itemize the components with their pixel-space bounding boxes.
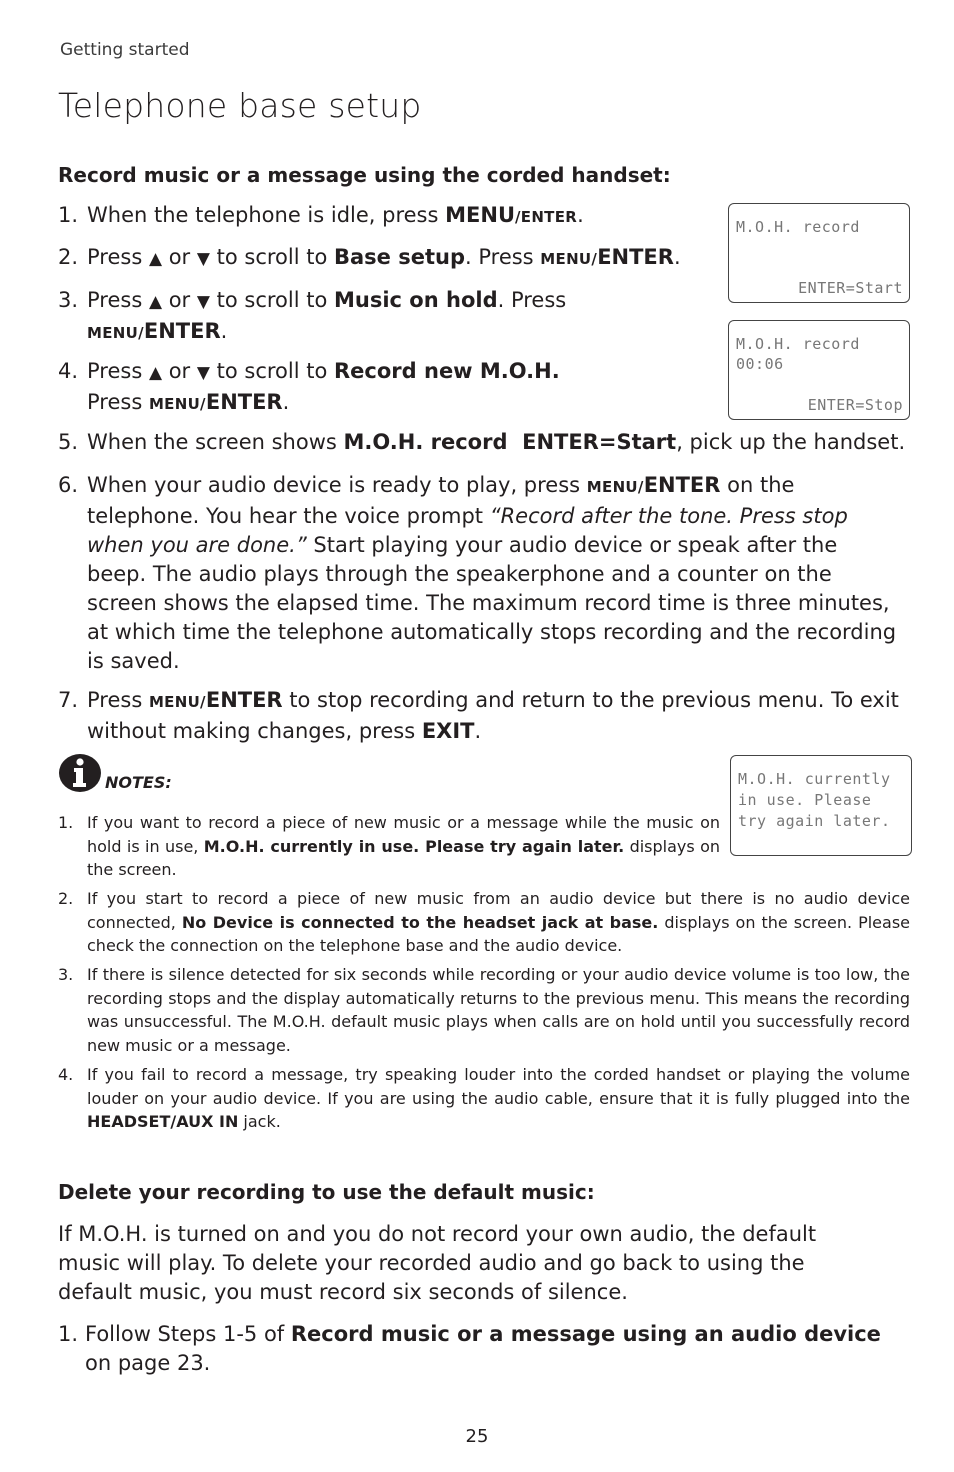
up-arrow-icon: ▲	[148, 363, 163, 383]
step-text: on the telephone. You hear the voice prompt	[87, 473, 795, 528]
step-5	[58, 428, 918, 457]
step-1	[58, 201, 738, 232]
note-3	[58, 963, 910, 1057]
step-text: to scroll to	[209, 245, 334, 269]
step-number: 1.	[58, 1322, 79, 1346]
step-text: to scroll to	[209, 359, 334, 383]
step-number: 3.	[58, 288, 79, 312]
step-text: , pick up the handset.	[676, 430, 906, 454]
key-exit: EXIT	[421, 719, 475, 743]
step-7	[58, 686, 908, 746]
key-menu: MENU/	[540, 250, 598, 268]
key-enter: /ENTER	[515, 208, 578, 226]
delete-step-1	[58, 1320, 898, 1378]
note-text: If you start to record a piece of new music from an audio device but there is no audio device connected,	[87, 889, 910, 932]
up-arrow-icon: ▲	[148, 249, 163, 269]
screen-line: M.O.H. record	[736, 218, 860, 236]
step-number: 5.	[58, 430, 79, 454]
down-arrow-icon: ▼	[196, 249, 210, 269]
step-text: Follow Steps 1-5 of	[85, 1322, 291, 1346]
key-enter: ENTER	[205, 688, 283, 712]
step-text: When the telephone is idle, press	[87, 203, 446, 227]
key-enter: ENTER	[205, 390, 283, 414]
down-arrow-icon: ▼	[196, 292, 210, 312]
note-text: displays on the screen.	[87, 836, 721, 879]
step-text: .	[673, 245, 681, 269]
note-1	[58, 811, 720, 882]
screen-counter: 00:06	[736, 355, 784, 373]
delete-heading: Delete your recording to use the default music:	[58, 1180, 595, 1204]
step-text: .	[474, 719, 482, 743]
screen-softkey: ENTER=Start	[798, 279, 903, 297]
step-2	[58, 243, 738, 274]
page-number: 25	[465, 1426, 489, 1447]
step-text: When your audio device is ready to play, press	[87, 473, 587, 497]
lcd-screen-in-use	[730, 755, 912, 856]
key-enter: ENTER	[143, 319, 221, 343]
step-number: 2.	[58, 245, 79, 269]
note-number: 4.	[58, 1065, 74, 1084]
lcd-screen-record-start	[728, 203, 910, 303]
step-text: on page 23.	[85, 1351, 211, 1375]
key-enter: ENTER	[597, 245, 674, 269]
info-icon	[58, 753, 102, 793]
menu-item-name: Music on hold	[334, 288, 498, 312]
key-menu: MENU/	[87, 324, 144, 342]
step-text: .	[282, 390, 290, 414]
step-6	[58, 471, 898, 676]
step-text: Press	[87, 359, 149, 383]
menu-item-name: Base setup	[334, 245, 465, 269]
step-text: to scroll to	[209, 288, 334, 312]
note-number: 3.	[58, 965, 74, 984]
step-number: 1.	[58, 203, 79, 227]
section-label: Getting started	[60, 40, 190, 60]
note-text: displays on the screen. Please check the connection on the telephone base and the audio device.	[87, 912, 910, 955]
screen-message: M.O.H. record ENTER=Start	[343, 430, 677, 454]
step-text: Press	[87, 288, 149, 312]
note-2	[58, 887, 910, 958]
key-enter: ENTER	[643, 473, 721, 497]
up-arrow-icon: ▲	[148, 292, 163, 312]
screen-line: M.O.H. currently	[738, 770, 891, 788]
step-4	[58, 357, 658, 419]
step-number: 4.	[58, 359, 79, 383]
lcd-screen-record-stop	[728, 320, 910, 420]
step-text: .	[577, 203, 584, 227]
note-text: jack.	[238, 1112, 281, 1131]
down-arrow-icon: ▼	[196, 363, 210, 383]
key-menu: MENU/	[148, 395, 206, 413]
record-heading: Record music or a message using the corded handset:	[58, 163, 671, 187]
page-title: Telephone base setup	[58, 86, 422, 125]
note-text: If you want to record a piece of new music or a message while the music on hold is in use,	[87, 813, 720, 856]
note-number: 2.	[58, 889, 74, 908]
step-text: When the screen shows	[87, 430, 344, 454]
step-number: 6.	[58, 473, 79, 497]
step-3	[58, 286, 658, 348]
section-reference: Record music or a message using an audio device	[290, 1322, 881, 1346]
step-text: . Press	[497, 288, 567, 312]
delete-paragraph: If M.O.H. is turned on and you do not record your own audio, the default music will play. To delete your recorded audio and go back to using the default music, you must record six seconds of silence.	[58, 1222, 817, 1304]
jack-label: HEADSET/AUX IN	[87, 1112, 239, 1131]
screen-line: try again later.	[738, 812, 891, 830]
screen-line: in use. Please	[738, 791, 872, 809]
note-number: 1.	[58, 813, 74, 832]
step-text: Press	[87, 688, 149, 712]
note-4	[58, 1063, 910, 1134]
step-text: . Press	[465, 245, 541, 269]
key-menu: MENU/	[586, 478, 644, 496]
step-text: or	[162, 359, 197, 383]
screen-softkey: ENTER=Stop	[807, 396, 903, 414]
note-text: If you fail to record a message, try speaking louder into the corded handset or playing the volume louder on your audio device. If you are using the audio cable, ensure that it is fully plugged into the	[87, 1065, 910, 1108]
step-number: 7.	[58, 688, 79, 712]
screen-message: No Device is connected to the headset jack at base.	[181, 912, 659, 932]
screen-line: M.O.H. record	[736, 335, 860, 353]
note-text: If there is silence detected for six seconds while recording or your audio device volume is too low, the recording stops and the display automatically returns to the previous menu. This means the recording was unsuccessful. The M.O.H. default music plays when calls are on hold until you successfully record new music or a message.	[87, 965, 910, 1055]
step-text: to stop recording and return to the previous menu. To exit without making changes, press	[87, 688, 899, 743]
step-text: Start playing your audio device or speak after the beep. The audio plays through the speakerphone and a counter on the screen shows the elapsed time. The maximum record time is three minutes, at which time the telephone automatically stops recording and the recording is saved.	[87, 533, 897, 673]
step-text: Press	[87, 390, 149, 414]
menu-item-name: Record new M.O.H.	[334, 359, 560, 383]
key-menu: MENU	[445, 203, 515, 227]
key-menu: MENU/	[148, 693, 206, 711]
step-text: Press	[87, 245, 149, 269]
step-text: or	[162, 288, 197, 312]
screen-message: M.O.H. currently in use. Please try again later.	[203, 836, 625, 856]
step-text: .	[220, 319, 228, 343]
step-text: or	[162, 245, 197, 269]
notes-label: NOTES:	[105, 773, 172, 792]
voice-prompt: “Record after the tone. Press stop when you are done.”	[87, 504, 848, 557]
